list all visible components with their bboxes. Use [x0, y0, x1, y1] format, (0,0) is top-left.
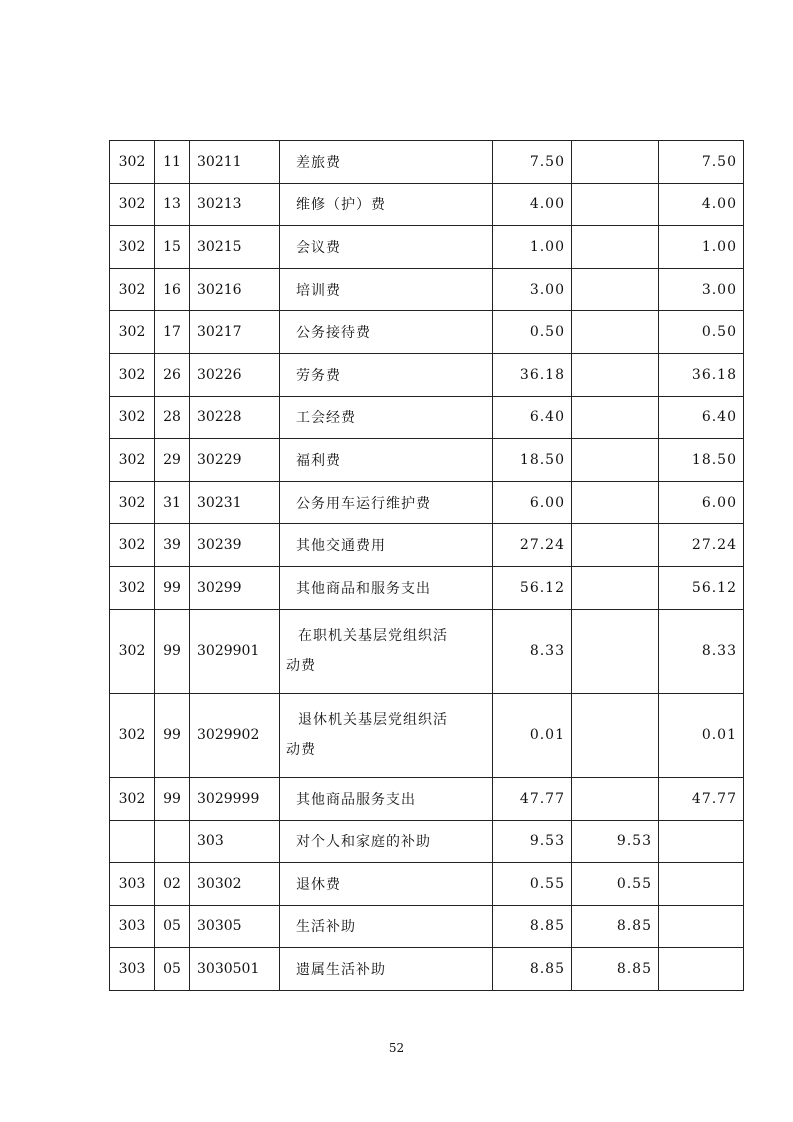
table-row	[110, 863, 744, 906]
table-row	[110, 183, 744, 226]
item-code-cell: 13	[155, 183, 190, 226]
project-amount-cell: 56.12	[659, 566, 744, 609]
subject-code-cell: 30302	[190, 863, 280, 906]
table-row	[110, 820, 744, 863]
subject-name-line-2: 动费	[286, 742, 316, 759]
project-amount-cell: 0.01	[659, 693, 744, 777]
project-amount-cell: 6.40	[659, 396, 744, 439]
item-code-cell: 99	[155, 693, 190, 777]
item-code-cell: 28	[155, 396, 190, 439]
item-code-cell: 17	[155, 311, 190, 354]
class-code-cell: 303	[110, 948, 155, 991]
basic-amount-cell	[572, 439, 659, 482]
subject-name-cell: 其他商品服务支出	[280, 777, 493, 820]
table-row	[110, 777, 744, 820]
subject-code-cell: 3029902	[190, 693, 280, 777]
project-amount-cell	[659, 863, 744, 906]
table-row	[110, 524, 744, 567]
subject-code-cell: 303	[190, 820, 280, 863]
subject-code-cell: 30228	[190, 396, 280, 439]
basic-amount-cell	[572, 777, 659, 820]
table-row	[110, 948, 744, 991]
class-code-cell: 302	[110, 396, 155, 439]
item-code-cell: 15	[155, 226, 190, 269]
subject-code-cell: 3030501	[190, 948, 280, 991]
class-code-cell: 302	[110, 226, 155, 269]
basic-amount-cell	[572, 524, 659, 567]
subject-name-cell: 公务用车运行维护费	[280, 481, 493, 524]
class-code-cell: 303	[110, 905, 155, 948]
total-amount-cell: 6.00	[493, 481, 572, 524]
project-amount-cell: 8.33	[659, 609, 744, 693]
total-amount-cell: 0.55	[493, 863, 572, 906]
basic-amount-cell	[572, 226, 659, 269]
basic-amount-cell	[572, 609, 659, 693]
item-code-cell: 05	[155, 905, 190, 948]
project-amount-cell: 27.24	[659, 524, 744, 567]
class-code-cell	[110, 820, 155, 863]
subject-code-cell: 30216	[190, 268, 280, 311]
total-amount-cell: 8.33	[493, 609, 572, 693]
basic-amount-cell: 9.53	[572, 820, 659, 863]
project-amount-cell: 3.00	[659, 268, 744, 311]
basic-amount-cell: 8.85	[572, 948, 659, 991]
table-row	[110, 566, 744, 609]
item-code-cell: 39	[155, 524, 190, 567]
table-row	[110, 905, 744, 948]
class-code-cell: 302	[110, 524, 155, 567]
total-amount-cell: 8.85	[493, 948, 572, 991]
subject-name-line-1: 在职机关基层党组织活	[298, 628, 448, 645]
project-amount-cell: 4.00	[659, 183, 744, 226]
total-amount-cell: 3.00	[493, 268, 572, 311]
total-amount-cell: 8.85	[493, 905, 572, 948]
basic-amount-cell	[572, 481, 659, 524]
subject-name-cell: 维修（护）费	[280, 183, 493, 226]
class-code-cell: 302	[110, 439, 155, 482]
total-amount-cell: 36.18	[493, 353, 572, 396]
budget-expenditure-table	[109, 140, 744, 991]
subject-name-line-2: 动费	[286, 658, 316, 675]
item-code-cell: 99	[155, 609, 190, 693]
item-code-cell: 26	[155, 353, 190, 396]
basic-amount-cell	[572, 693, 659, 777]
class-code-cell: 302	[110, 353, 155, 396]
project-amount-cell	[659, 820, 744, 863]
total-amount-cell: 0.50	[493, 311, 572, 354]
subject-name-cell: 培训费	[280, 268, 493, 311]
subject-name-cell	[280, 693, 493, 777]
subject-name-cell: 公务接待费	[280, 311, 493, 354]
subject-code-cell: 30239	[190, 524, 280, 567]
project-amount-cell	[659, 905, 744, 948]
total-amount-cell: 9.53	[493, 820, 572, 863]
class-code-cell: 302	[110, 141, 155, 184]
table-row	[110, 141, 744, 184]
subject-name-cell: 工会经费	[280, 396, 493, 439]
table-row	[110, 693, 744, 777]
subject-code-cell: 30299	[190, 566, 280, 609]
subject-code-cell: 3029901	[190, 609, 280, 693]
subject-code-cell: 30226	[190, 353, 280, 396]
total-amount-cell: 56.12	[493, 566, 572, 609]
table-row	[110, 226, 744, 269]
subject-code-cell: 30215	[190, 226, 280, 269]
table-row	[110, 609, 744, 693]
subject-name-cell: 其他交通费用	[280, 524, 493, 567]
basic-amount-cell: 0.55	[572, 863, 659, 906]
project-amount-cell: 7.50	[659, 141, 744, 184]
subject-code-cell: 30213	[190, 183, 280, 226]
subject-name-cell: 会议费	[280, 226, 493, 269]
total-amount-cell: 1.00	[493, 226, 572, 269]
subject-code-cell: 30305	[190, 905, 280, 948]
item-code-cell: 16	[155, 268, 190, 311]
subject-code-cell: 30229	[190, 439, 280, 482]
item-code-cell: 99	[155, 777, 190, 820]
subject-name-cell: 退休费	[280, 863, 493, 906]
class-code-cell: 302	[110, 268, 155, 311]
subject-name-cell	[280, 609, 493, 693]
class-code-cell: 302	[110, 566, 155, 609]
class-code-cell: 302	[110, 311, 155, 354]
item-code-cell: 99	[155, 566, 190, 609]
subject-name-cell: 劳务费	[280, 353, 493, 396]
item-code-cell	[155, 820, 190, 863]
class-code-cell: 302	[110, 777, 155, 820]
project-amount-cell: 47.77	[659, 777, 744, 820]
class-code-cell: 303	[110, 863, 155, 906]
total-amount-cell: 4.00	[493, 183, 572, 226]
item-code-cell: 02	[155, 863, 190, 906]
class-code-cell: 302	[110, 609, 155, 693]
basic-amount-cell: 8.85	[572, 905, 659, 948]
table-row	[110, 311, 744, 354]
table-row	[110, 439, 744, 482]
subject-code-cell: 30211	[190, 141, 280, 184]
basic-amount-cell	[572, 141, 659, 184]
subject-name-cell: 生活补助	[280, 905, 493, 948]
subject-name-cell: 遗属生活补助	[280, 948, 493, 991]
subject-name-cell: 差旅费	[280, 141, 493, 184]
item-code-cell: 11	[155, 141, 190, 184]
total-amount-cell: 47.77	[493, 777, 572, 820]
table-row	[110, 396, 744, 439]
table-row	[110, 353, 744, 396]
basic-amount-cell	[572, 566, 659, 609]
subject-name-cell: 其他商品和服务支出	[280, 566, 493, 609]
subject-code-cell: 30231	[190, 481, 280, 524]
project-amount-cell: 6.00	[659, 481, 744, 524]
total-amount-cell: 27.24	[493, 524, 572, 567]
item-code-cell: 29	[155, 439, 190, 482]
subject-code-cell: 3029999	[190, 777, 280, 820]
project-amount-cell: 1.00	[659, 226, 744, 269]
basic-amount-cell	[572, 183, 659, 226]
subject-code-cell: 30217	[190, 311, 280, 354]
basic-amount-cell	[572, 268, 659, 311]
table-row	[110, 268, 744, 311]
item-code-cell: 31	[155, 481, 190, 524]
class-code-cell: 302	[110, 693, 155, 777]
project-amount-cell: 0.50	[659, 311, 744, 354]
basic-amount-cell	[572, 311, 659, 354]
subject-name-cell: 对个人和家庭的补助	[280, 820, 493, 863]
project-amount-cell: 36.18	[659, 353, 744, 396]
item-code-cell: 05	[155, 948, 190, 991]
page-number: 52	[388, 1041, 405, 1055]
total-amount-cell: 6.40	[493, 396, 572, 439]
subject-name-line-1: 退休机关基层党组织活	[298, 712, 448, 729]
table-row	[110, 481, 744, 524]
basic-amount-cell	[572, 396, 659, 439]
class-code-cell: 302	[110, 183, 155, 226]
total-amount-cell: 7.50	[493, 141, 572, 184]
basic-amount-cell	[572, 353, 659, 396]
class-code-cell: 302	[110, 481, 155, 524]
total-amount-cell: 0.01	[493, 693, 572, 777]
total-amount-cell: 18.50	[493, 439, 572, 482]
project-amount-cell: 18.50	[659, 439, 744, 482]
subject-name-cell: 福利费	[280, 439, 493, 482]
project-amount-cell	[659, 948, 744, 991]
